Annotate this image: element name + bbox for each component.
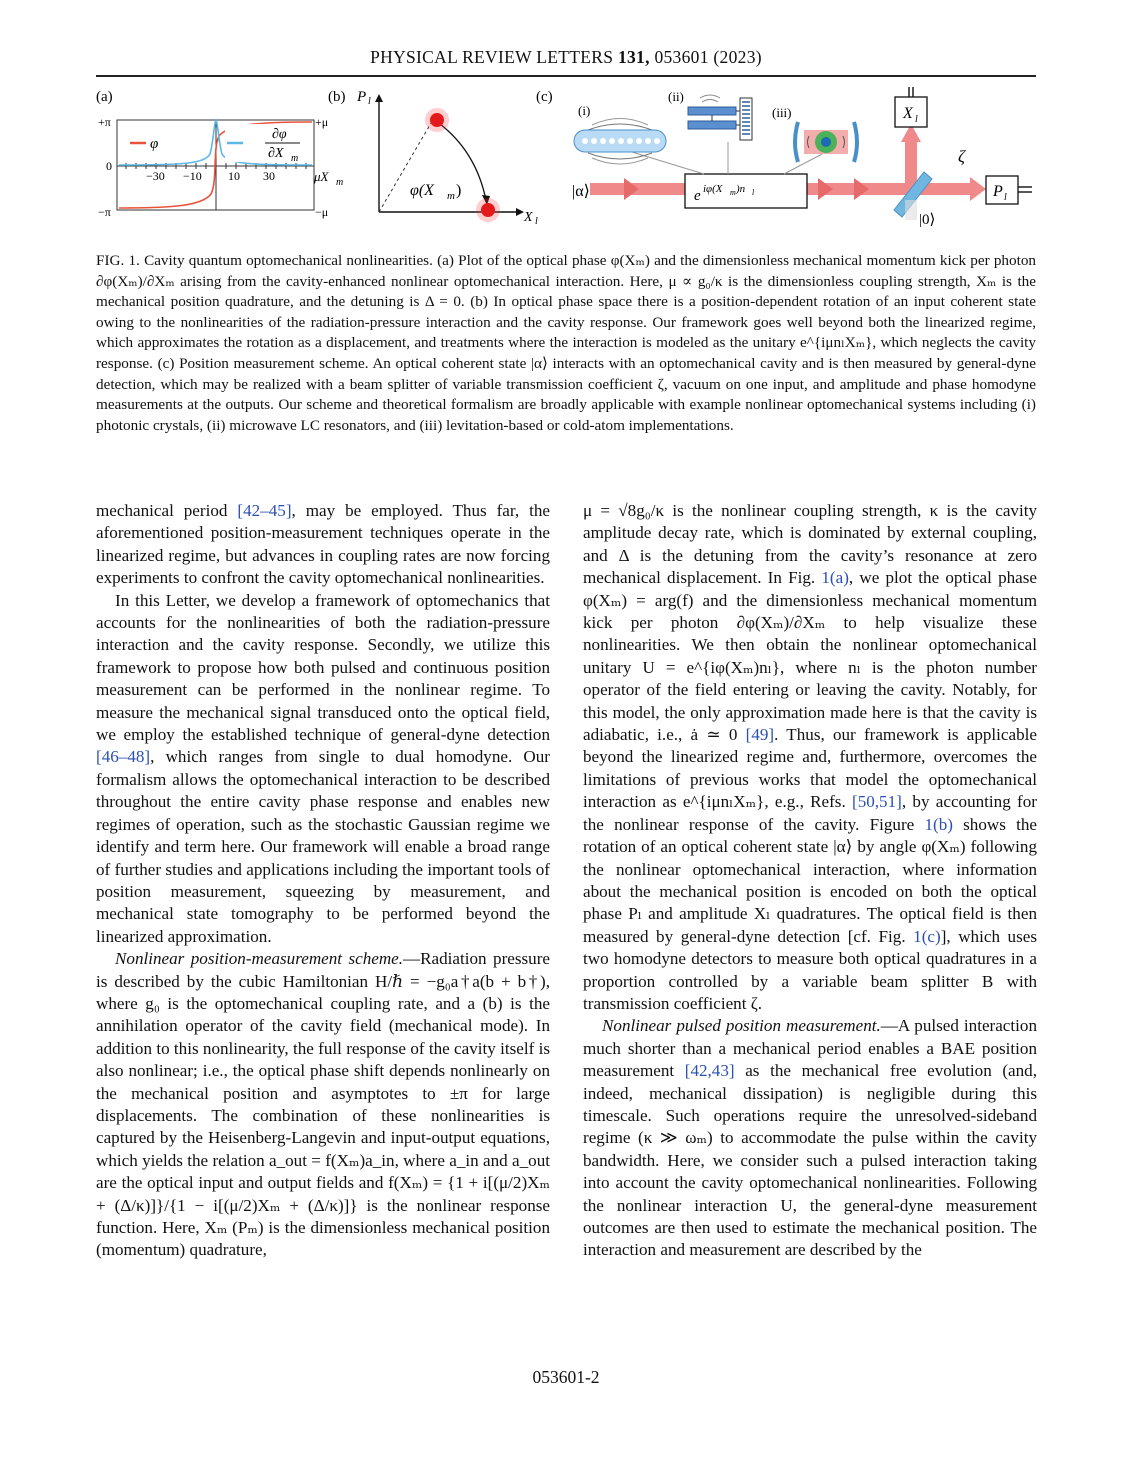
panel-b	[328, 89, 538, 227]
left-paragraph-3	[96, 948, 550, 1262]
text-run: —Radiation pressure is described by the cubic Hamiltonian H/ℏ = −g₀a†a(b + b†), where g₀ is the optomechanical coupling rate, and a (b) is the annihilation operator of the cavity field (mechanical mode). In addition to this nonlinearity, the full response of the cavity itself is also nonlinear; i.e., the optical phase shift depends nonlinearly on the mechanical position and asymptotes to ±π for large displacements. The combination of these nonlinearities is captured by the Heisenberg-Langevin and input-output equations, which yields the relation a_out = f(Xₘ)a_in, where a_in and a_out are the optical input and output fields and f(Xₘ) = {1 + i[(μ/2)Xₘ + (Δ/κ)]}/{1 − i[(μ/2)Xₘ + (Δ/κ)]} is the nonlinear response function. Here, Xₘ (Pₘ) is the dimensionless mechanical position (momentum) quadrature,	[96, 949, 550, 1260]
connector-i	[632, 152, 704, 174]
section-heading: Nonlinear pulsed position measurement.	[602, 1016, 881, 1036]
figure-link[interactable]: 1(c)	[913, 926, 941, 946]
citation-link[interactable]: [50,51]	[852, 792, 902, 812]
sub-iii-label: (iii)	[772, 105, 792, 120]
output-arrow	[970, 177, 986, 201]
state-after	[481, 203, 495, 217]
sub-i-label: (i)	[578, 103, 591, 118]
text-run: mechanical period	[96, 501, 238, 520]
right-paragraph-1	[583, 500, 1037, 1015]
text-run: , we plot the optical phase φ(Xₘ) = arg(f) and the dimensionless mechanical momentum kick per photon ∂φ(Xₘ)/∂Xₘ to help visualize these nonlinearities. We then obtain the nonlinear optomechanical unitary U = e^{iφ(Xₘ)nₗ}, where nₗ is the photon number operator of the field entering or leaving the cavity. Notably, for this model, the only approximation made here is that the cavity is adiabatic, i.e., ȧ ≃ 0	[583, 568, 1037, 745]
section-heading: Nonlinear position-measurement scheme.	[115, 949, 404, 969]
unitary-exponent-sub2: l	[752, 188, 755, 197]
rotation-arc	[440, 124, 486, 200]
caption-label: FIG. 1.	[96, 252, 140, 269]
panel-c-label: (c)	[536, 89, 553, 105]
legend-kick-numerator: ∂φ	[272, 127, 287, 142]
unitary-exponent-sub: m	[730, 188, 736, 197]
beam-arrow-2	[818, 178, 833, 200]
text-run: μ = √8g₀/κ is the nonlinear coupling strength, κ is the cavity amplitude decay rate, which is dominated by external coupling, and Δ is the detuning from the cavity’s resonance at zero mechanical displacement. In Fig.	[583, 501, 1037, 588]
vacuum-label: |0⟩	[919, 212, 936, 228]
levitation-cavity	[795, 122, 857, 162]
xl-axis-label: X	[524, 210, 533, 225]
caption-text: (a) Plot of the optical phase φ(Xₘ) and the dimensionless mechanical momentum kick per photon ∂φ(Xₘ)/∂Xₘ arising from the cavity-enhanced nonlinear optomechanical interaction. Here, μ ∝ g₀/κ is the dimensionless coupling strength, Xₘ is the mechanical position quadrature, and the detuning is Δ = 0. (b) In optical phase space there is a position-dependent rotation of an input coherent state owing to the nonlinearities of the radiation-pressure interaction and the cavity response. Our framework goes well beyond both the linearized regime, which approximates the rotation as a displacement, and treatments where the interaction is modeled as the unitary e^{iμnₗXₘ}, which neglects the cavity response. (c) Position measurement scheme. An optical coherent state |α⟩ interacts with an optomechanical cavity and is then measured by general-dyne detection, which may be realized with a beam splitter of variable transmission coefficient ζ, vacuum on one input, and amplitude and phase homodyne measurements at the outputs. Our scheme and theoretical formalism are broadly applicable with example nonlinear optomechanical systems including (i) photonic crystals, (ii) microwave LC resonators, and (iii) levitation-based or cold-atom implementations.	[96, 252, 1037, 434]
x-axis-label-sub: m	[336, 177, 344, 188]
beam-arrow-3	[854, 178, 869, 200]
figure-link[interactable]: 1(a)	[821, 568, 849, 588]
y-tick-zero: 0	[106, 159, 112, 173]
right-tick-top: +μ	[315, 115, 329, 129]
text-run: In this Letter, we develop a framework of optomechanics that accounts for the nonlinearities of both the radiation-pressure interaction and the cavity response. Secondly, we utilize this framework to propose how both pulsed and continuous position measurement can be performed in the nonlinear regime. To measure the mechanical signal transduced onto the optical field, we employ the established technique of general-dyne detection	[96, 590, 550, 745]
y-tick-bottom: −π	[98, 205, 111, 219]
p-detector-label: P	[993, 183, 1003, 200]
left-paragraph-2	[96, 590, 550, 949]
unitary-exponent: iφ(X	[703, 183, 723, 195]
angle-label-close: )	[456, 182, 462, 199]
text-run: —A pulsed interaction much shorter than a mechanical period enables a BAE position measurement	[583, 1016, 1037, 1081]
input-state: |α⟩	[572, 183, 590, 200]
xl-axis-arrow	[516, 208, 524, 216]
figure-caption	[96, 251, 1036, 436]
x-axis-label: μX	[314, 169, 329, 184]
article-number: 053601 (2023)	[654, 47, 762, 67]
figure-1	[92, 84, 1042, 249]
x-detector-label: X	[903, 105, 913, 122]
journal-name: PHYSICAL REVIEW LETTERS	[370, 47, 614, 67]
p-detector-label-sub: l	[1004, 192, 1007, 203]
angle-label-sub: m	[447, 190, 455, 202]
x-tick-m10: −10	[183, 169, 202, 183]
xl-axis-label-sub: l	[535, 216, 538, 227]
panel-b-label: (b)	[328, 89, 346, 105]
text-run: as the mechanical free evolution (and, indeed, mechanical dissipation) is negligible during this timescale. Such operations require the unresolved-sideband regime (κ ≫ ωₘ) to accommodate the pulse within the cavity bandwidth. Here, we consider such a pulsed interaction taking into account the cavity optomechanical nonlinearities. Following the nonlinear interaction U, the general-dyne measurement outcomes are then used to estimate the mechanical position. The interaction and measurement are described by the	[583, 1061, 1037, 1260]
running-header	[96, 47, 1036, 68]
right-column	[583, 500, 1037, 1262]
text-run: . Thus, our framework is applicable beyond the linearized regime and, furthermore, overcomes the limitations of previous works that model the optomechanical interaction as e^{iμnₗXₘ}, e.g., Refs.	[583, 725, 1037, 812]
panel-c	[536, 87, 1032, 228]
header-rule	[96, 75, 1036, 77]
unitary-base: e	[694, 188, 701, 204]
text-run: ], which uses two homodyne detectors to measure both optical quadratures in a proportion controlled by a variable beam splitter B with transmission coefficient ζ.	[583, 926, 1037, 1013]
x-tick-30: 30	[263, 169, 275, 183]
angle-label: φ(X	[410, 182, 434, 199]
lc-resonator	[688, 95, 752, 140]
panel-a	[96, 89, 343, 219]
pl-axis-label-sub: l	[368, 96, 371, 107]
left-paragraph-1	[96, 500, 550, 590]
y-tick-top: +π	[98, 115, 111, 129]
citation-link[interactable]: [49]	[745, 725, 775, 745]
unitary-exponent-close: )n	[736, 183, 746, 195]
connector-iii	[784, 154, 822, 174]
figure-link[interactable]: 1(b)	[924, 814, 953, 834]
citation-link[interactable]: [46–48]	[96, 747, 151, 767]
citation-link[interactable]: [42–45]	[237, 501, 292, 520]
vacuum-port	[905, 200, 917, 220]
x-tick-10: 10	[228, 169, 240, 183]
x-detector-label-sub: l	[915, 114, 918, 125]
photonic-crystal	[574, 119, 666, 165]
journal-volume: 131,	[617, 47, 650, 67]
pl-axis-label: P	[357, 89, 367, 105]
state-before	[430, 113, 444, 127]
right-tick-bottom: −μ	[315, 205, 329, 219]
left-column	[96, 500, 550, 1262]
x-tick-m30: −30	[146, 169, 165, 183]
panel-a-label: (a)	[96, 89, 113, 105]
beam-arrow-1	[624, 178, 639, 200]
text-run: shows the rotation of an optical coherent state |α⟩ by angle φ(Xₘ) following the nonlinear optomechanical interaction, where information about the mechanical position is encoded on both the optical phase Pₗ and amplitude Xₗ quadratures. The optical field is then measured by general-dyne detection [cf. Fig.	[583, 814, 1037, 946]
sub-ii-label: (ii)	[668, 89, 684, 104]
right-paragraph-2	[583, 1015, 1037, 1261]
caption-title: Cavity quantum optomechanical nonlinearities.	[144, 252, 433, 269]
text-run: , by accounting for the nonlinear response of the cavity. Figure	[583, 792, 1037, 834]
legend-kick-denominator-sub: m	[291, 153, 299, 164]
text-run: , may be employed. Thus far, the aforementioned position-measurement techniques operate in the linearized regime, but advances in coupling rates are now forcing experiments to confront the cavity optomechanical nonlinearities.	[96, 501, 551, 588]
page-number: 053601-2	[532, 1367, 600, 1387]
legend-kick-denominator: ∂X	[268, 146, 284, 161]
legend-phase-label: φ	[150, 136, 159, 152]
text-run: , which ranges from single to dual homodyne. Our formalism allows the optomechanical interaction to be described throughout the entire cavity phase response and enables new regimes of operation, such as the stochastic Gaussian regime we identify and term here. Our framework will enable a broad range of further studies and applications including the important tools of position measurement, squeezing by measurement, and mechanical state tomography to be performed beyond the linearized approximation.	[96, 747, 550, 946]
pl-axis-arrow	[375, 94, 383, 102]
citation-link[interactable]: [42,43]	[684, 1061, 735, 1081]
zeta-label: ζ	[958, 147, 965, 166]
